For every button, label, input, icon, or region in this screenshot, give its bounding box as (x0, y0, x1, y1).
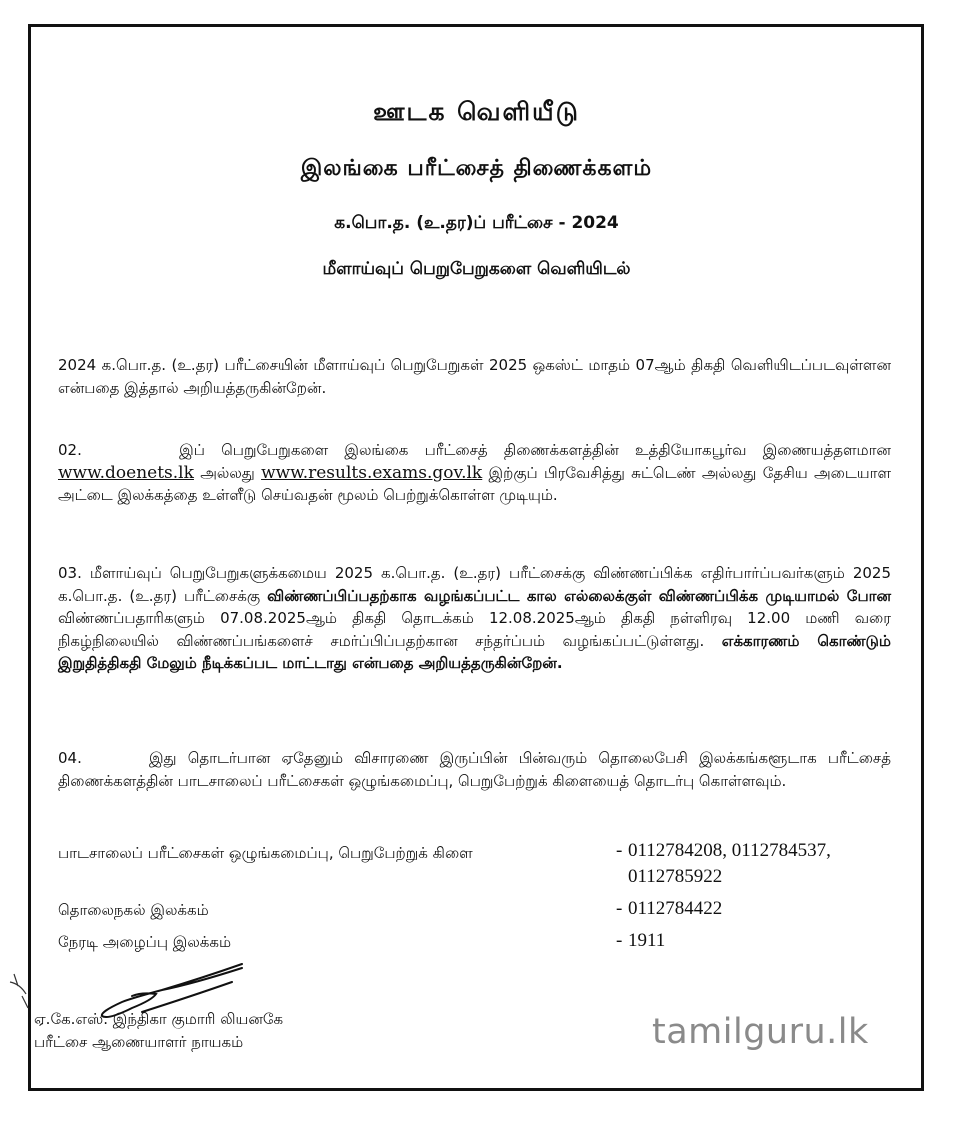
results-exams-link[interactable]: www.results.exams.gov.lk (261, 462, 483, 483)
contact-row (58, 928, 898, 954)
contact-separator: - (616, 930, 623, 951)
paragraph-03-text-1: மீளாய்வுப் பெறுபேறுகளுக்கமைய 2025 க.பொ.த. (உ.தர) பரீட்சைக்கு விண்ணப்பிக்க எதிர்பார்ப்பவர்களும் 2025 க.பொ.த. (உ.தர) பரீட்சைக்கு (58, 564, 891, 605)
contact-phone-numbers: 0112784208, 0112784537, 0112785922 (628, 840, 831, 887)
paragraph-number: 04. (58, 749, 82, 767)
paragraph-01 (58, 354, 891, 399)
contact-separator: - (616, 840, 623, 861)
contact-separator: - (616, 898, 623, 919)
signatory-name: ஏ.கே.எஸ். இந்திகா குமாரி லியனகே (34, 1010, 284, 1028)
doenets-link[interactable]: www.doenets.lk (58, 462, 194, 483)
contact-label: பாடசாலைப் பரீட்சைகள் ஒழுங்கமைப்பு, பெறுபேற்றுக் கிளை (58, 844, 473, 862)
paragraph-02-text-end: இற்குப் பிரவேசித்து சுட்டெண் அல்லது தேசிய அடையாள அட்டை இலக்கத்தை உள்ளீடு செய்வதன் மூலம் பெற்றுக்கொள்ள முடியும். (58, 463, 892, 504)
paragraph-03-text-2: விண்ணப்பதாரிகளும் 07.08.2025ஆம் திகதி தொடக்கம் 12.08.2025ஆம் திகதி நள்ளிரவு 12.00 மணி வரை நிகழ்நிலையில் விண்ணப்பங்களைச் சமர்ப்பிப்பதற்கான சந்தர்ப்பம் வழங்கப்பட்டுள்ளது. (58, 609, 891, 650)
subject-heading: மீளாய்வுப் பெறுபேறுகளை வெளியிடல் (322, 259, 631, 279)
department-name: இலங்கை பரீட்சைத் திணைக்களம் (300, 156, 653, 181)
fax-number: 0112784422 (628, 898, 723, 919)
press-release-title: ஊடக வெளியீடு (373, 97, 580, 126)
paragraph-02-or: அல்லது (200, 463, 255, 482)
paragraph-04-text: இது தொடர்பான ஏதேனும் விசாரணை இருப்பின் பின்வரும் தொலைபேசி இலக்கங்களூடாக பரீட்சைத் திணைக்களத்தின் பாடசாலைப் பரீட்சைகள் ஒழுங்கமைப்பு, பெறுபேற்றுக் கிளையைத் தொடர்பு கொள்ளவும். (58, 749, 891, 790)
contact-row (58, 838, 898, 890)
margin-mark-icon (8, 972, 36, 1012)
contact-row (58, 896, 898, 922)
paragraph-number: 03. (58, 564, 82, 582)
paragraph-number: 02. (58, 441, 82, 459)
contact-label: நேரடி அழைப்பு இலக்கம் (58, 933, 232, 951)
signatory-title: பரீட்சை ஆணையாளர் நாயகம் (34, 1033, 244, 1051)
paragraph-04 (58, 747, 891, 792)
exam-name: க.பொ.த. (உ.தர)ப் பரீட்சை - 2024 (334, 213, 619, 233)
hotline-number: 1911 (628, 930, 666, 951)
paragraph-03 (58, 562, 891, 675)
paragraph-03-bold-1: விண்ணப்பிப்பதற்காக வழங்கப்பட்ட கால எல்லைக்குள் விண்ணப்பிக்க முடியாமல் போன (267, 586, 891, 605)
paragraph-02 (58, 439, 891, 507)
contact-label: தொலைநகல் இலக்கம் (58, 901, 209, 919)
paragraph-01-text: 2024 க.பொ.த. (உ.தர) பரீட்சையின் மீளாய்வுப் பெறுபேறுகள் 2025 ஒகஸ்ட் மாதம் 07ஆம் திகதி வெளியிடப்படவுள்ளன என்பதை இத்தால் அறியத்தருகின்றேன். (58, 356, 891, 397)
watermark: tamilguru.lk (652, 1012, 869, 1052)
paragraph-02-text-start: இப் பெறுபேறுகளை இலங்கை பரீட்சைத் திணைக்களத்தின் உத்தியோகபூர்வ இணையத்தளமான (179, 441, 891, 459)
paragraph-03-bold-2: எக்காரணம் கொண்டும் இறுதித்திகதி மேலும் நீடிக்கப்பட மாட்டாது என்பதை அறியத்தருகின்றேன். (58, 631, 891, 672)
signatory-block (34, 1008, 283, 1054)
contact-list (58, 838, 898, 960)
